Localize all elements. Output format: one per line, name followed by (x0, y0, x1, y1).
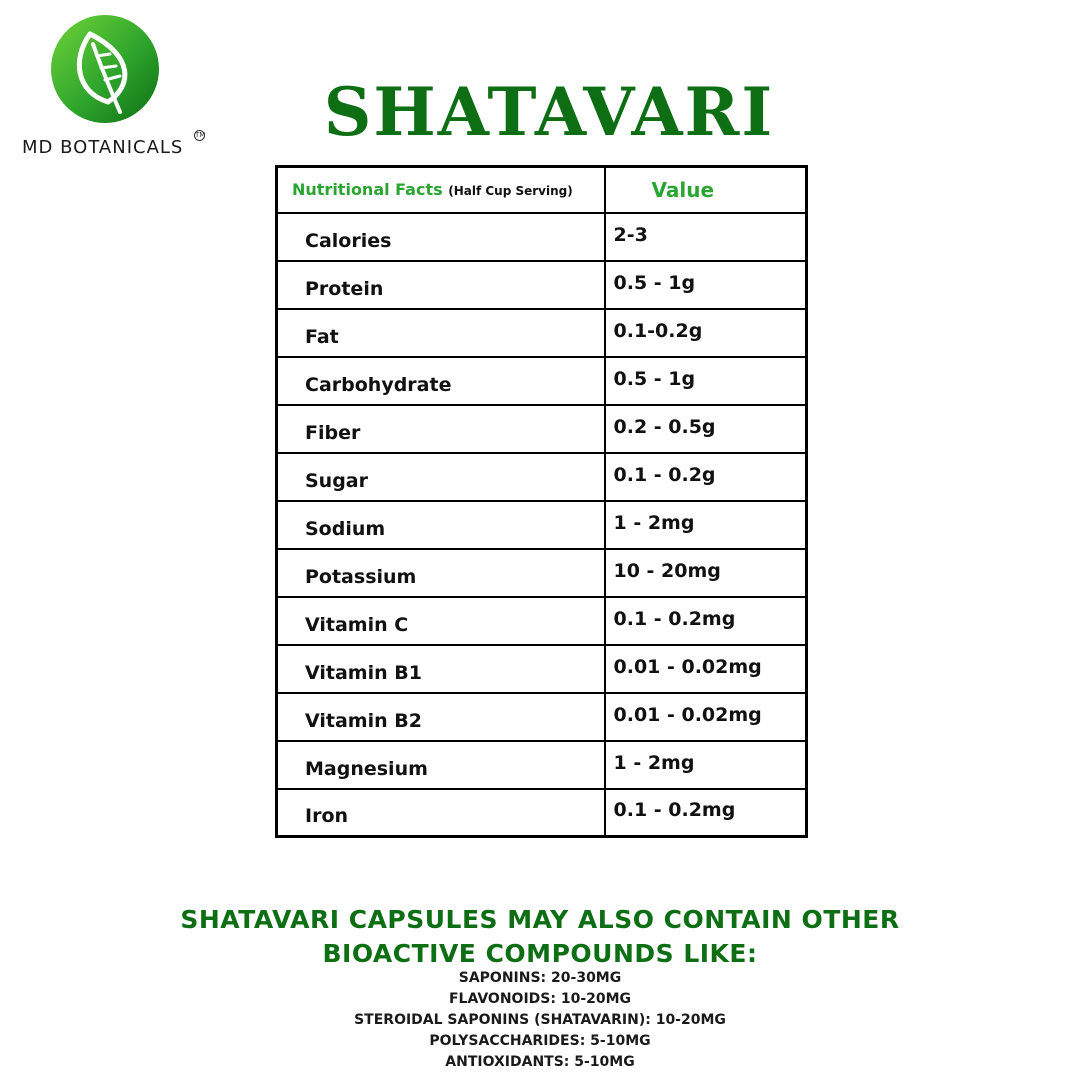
nutrient-value-cell: 1 - 2mg (605, 741, 807, 789)
table-row (277, 501, 807, 549)
nutrient-name-cell: Sugar (277, 453, 605, 501)
table-row (277, 405, 807, 453)
trademark-mark: TM (195, 131, 206, 139)
nutrient-value-cell: 0.5 - 1g (605, 261, 807, 309)
nutrient-value-cell: 10 - 20mg (605, 549, 807, 597)
compounds-heading-line-2: BIOACTIVE COMPOUNDS LIKE: (322, 939, 758, 968)
nutrient-column-header (277, 167, 605, 213)
nutrient-name-cell: Carbohydrate (277, 357, 605, 405)
nutrient-value-cell: 2-3 (605, 213, 807, 261)
compound-item: ANTIOXIDANTS: 5-10MG (445, 1054, 635, 1070)
nutrient-name-cell: Calories (277, 213, 605, 261)
nutrient-value-cell: 0.1 - 0.2g (605, 453, 807, 501)
table-row (277, 693, 807, 741)
compound-item: FLAVONOIDS: 10-20MG (448, 991, 632, 1007)
nutrition-facts-body (277, 213, 807, 837)
table-row (277, 213, 807, 261)
nutrient-name-cell: Magnesium (277, 741, 605, 789)
table-row (277, 453, 807, 501)
nutrient-value-cell: 1 - 2mg (605, 501, 807, 549)
nutrient-header-label: Nutritional Facts (292, 180, 443, 200)
nutrient-name-cell: Iron (277, 789, 605, 837)
table-row (277, 261, 807, 309)
value-column-header: Value (605, 167, 807, 213)
table-header-row (277, 167, 807, 213)
nutrient-name-cell: Protein (277, 261, 605, 309)
nutrient-name-cell: Vitamin C (277, 597, 605, 645)
nutrient-value-cell: 0.01 - 0.02mg (605, 693, 807, 741)
nutrient-name-cell: Fat (277, 309, 605, 357)
compound-item: STEROIDAL SAPONINS (SHATAVARIN): 10-20MG (354, 1012, 726, 1028)
brand-name: MD BOTANICALS (22, 137, 184, 158)
table-row (277, 741, 807, 789)
compound-item: POLYSACCHARIDES: 5-10MG (429, 1033, 651, 1049)
table-row (277, 549, 807, 597)
table-row (277, 357, 807, 405)
nutrient-value-cell: 0.1 - 0.2mg (605, 789, 807, 837)
nutrient-name-cell: Fiber (277, 405, 605, 453)
page-title: SHATAVARI (323, 73, 775, 151)
serving-size-label: (Half Cup Serving) (448, 184, 573, 199)
table-row (277, 645, 807, 693)
nutrient-name-cell: Potassium (277, 549, 605, 597)
nutrient-name-cell: Vitamin B1 (277, 645, 605, 693)
nutrition-facts-table (275, 165, 808, 838)
nutrient-value-cell: 0.1-0.2g (605, 309, 807, 357)
nutrient-name-cell: Sodium (277, 501, 605, 549)
nutrient-name-cell: Vitamin B2 (277, 693, 605, 741)
nutrient-value-cell: 0.01 - 0.02mg (605, 645, 807, 693)
compounds-heading-line-1: SHATAVARI CAPSULES MAY ALSO CONTAIN OTHER (180, 905, 900, 934)
nutrient-value-cell: 0.1 - 0.2mg (605, 597, 807, 645)
nutrient-value-cell: 0.2 - 0.5g (605, 405, 807, 453)
compound-item: SAPONINS: 20-30MG (458, 970, 622, 986)
table-row (277, 789, 807, 837)
nutrient-value-cell: 0.5 - 1g (605, 357, 807, 405)
table-row (277, 597, 807, 645)
table-row (277, 309, 807, 357)
compounds-heading (0, 903, 1080, 971)
compound-list (0, 968, 1080, 1073)
